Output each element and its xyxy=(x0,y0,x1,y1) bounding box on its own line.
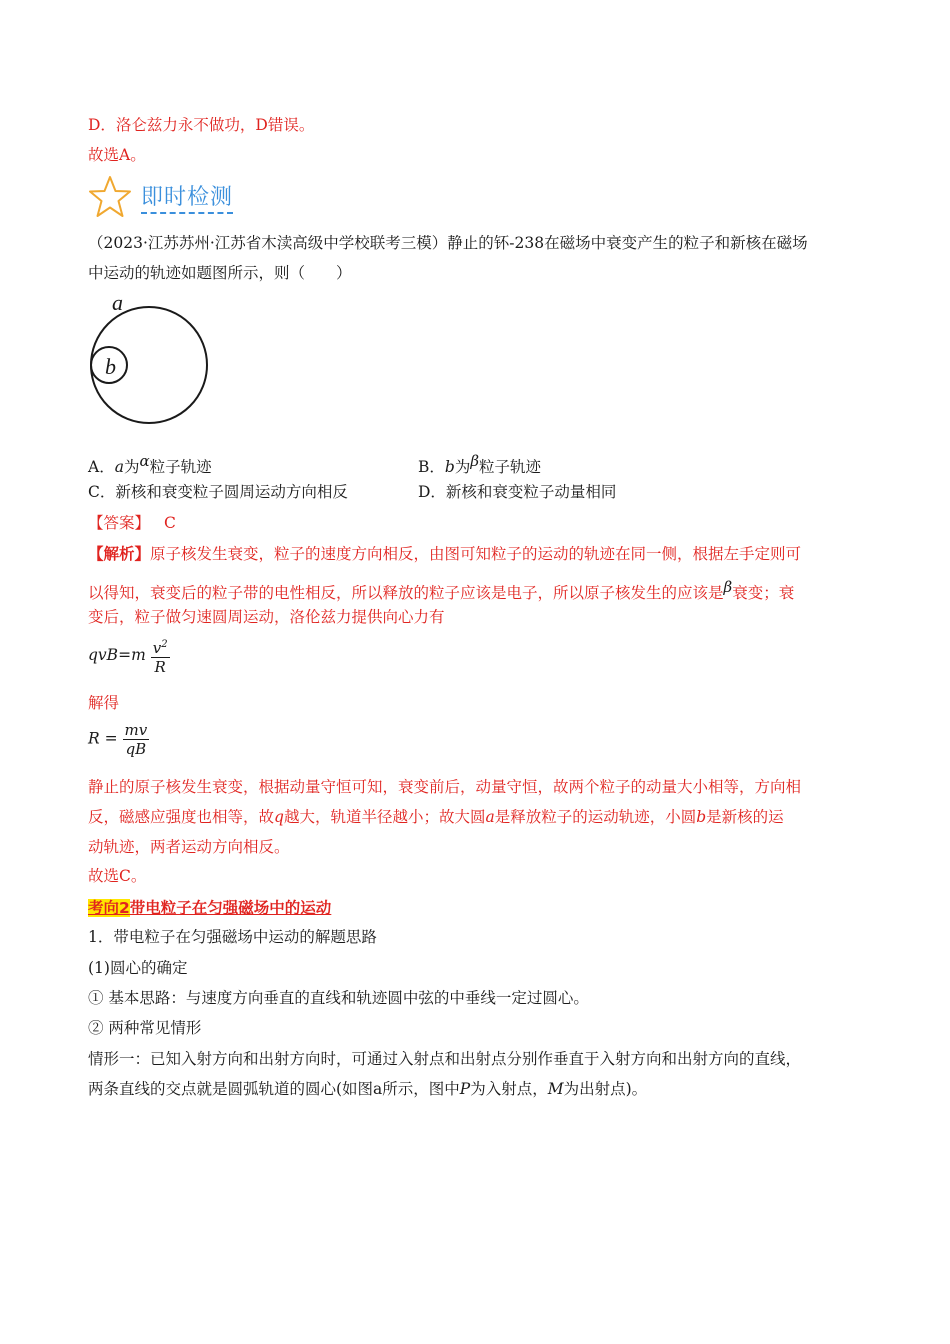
analysis-line-4: 静止的原子核发生衰变，根据动量守恒可知，衰变前后，动量守恒，故两个粒子的动量大小相等，方向相 xyxy=(88,778,802,796)
track-figure xyxy=(86,290,216,430)
option-b: B．b为$^\beta$粒子轨迹 xyxy=(418,452,542,477)
option-d: D．新核和衰变粒子动量相同 xyxy=(418,483,617,501)
body-p2: (1)圆心的确定 xyxy=(88,959,188,977)
answer-value: C xyxy=(164,514,176,532)
star-icon xyxy=(86,174,134,220)
answer-d-line: D．洛仑兹力永不做功，D错误。 xyxy=(88,116,315,134)
banner-underline xyxy=(141,212,233,214)
label-a: a xyxy=(112,290,123,315)
question-line-1: （2023·江苏苏州·江苏省木渎高级中学校联考三模）静止的钚-238在磁场中衰变产生的粒子和新核在磁场 xyxy=(88,234,808,252)
body-p3: ① 基本思路：与速度方向垂直的直线和轨迹圆中弦的中垂线一定过圆心。 xyxy=(88,989,589,1007)
body-p6: 两条直线的交点就是圆弧轨道的圆心(如图a所示，图中P为入射点，M为出射点)。 xyxy=(88,1080,648,1098)
section-highlight: 考向2 xyxy=(88,899,130,917)
section-title: 考向2带电粒子在匀强磁场中的运动 xyxy=(88,899,332,917)
label-b: b xyxy=(105,354,116,379)
solve-label: 解得 xyxy=(88,694,120,712)
analysis-line-1: 【解析】原子核发生衰变，粒子的速度方向相反，由图可知粒子的运动的轨迹在同一侧，根据左手定则可 xyxy=(88,544,802,563)
analysis-line-2: 以得知，衰变后的粒子带的电性相反，所以释放的粒子应该是电子，所以原子核发生的应该是$^\beta$衰变；衰 xyxy=(88,578,795,603)
answer-tag: 【答案】 xyxy=(88,514,151,532)
analysis-line-5: 反，磁感应强度也相等，故q越大，轨道半径越小；故大圆a是释放粒子的运动轨迹，小圆b是新核的运 xyxy=(88,808,784,826)
answer-line xyxy=(88,513,176,533)
equation-force: qvB=m $\frac{v^2}{R}$ xyxy=(88,639,168,676)
analysis-line-3: 变后，粒子做匀速圆周运动，洛伦兹力提供向心力有 xyxy=(88,608,445,626)
banner-title: 即时检测 xyxy=(141,185,234,210)
choice-c-line: 故选C。 xyxy=(88,867,147,885)
body-p4: ② 两种常见情形 xyxy=(88,1019,202,1037)
option-c: C．新核和衰变粒子圆周运动方向相反 xyxy=(88,483,348,501)
option-a: A．a为$^\alpha$粒子轨迹 xyxy=(88,452,212,477)
body-p5: 情形一：已知入射方向和出射方向时，可通过入射点和出射点分别作垂直于入射方向和出射方向的直线， xyxy=(88,1050,802,1068)
choice-a-line: 故选A。 xyxy=(88,146,146,164)
question-line-2: 中运动的轨迹如题图所示，则（ ） xyxy=(88,264,352,282)
equation-radius: R = $\frac{mv}{qB}$ xyxy=(88,721,148,758)
body-p1: 1．带电粒子在匀强磁场中运动的解题思路 xyxy=(88,928,377,946)
analysis-line-6: 动轨迹，两者运动方向相反。 xyxy=(88,838,290,856)
